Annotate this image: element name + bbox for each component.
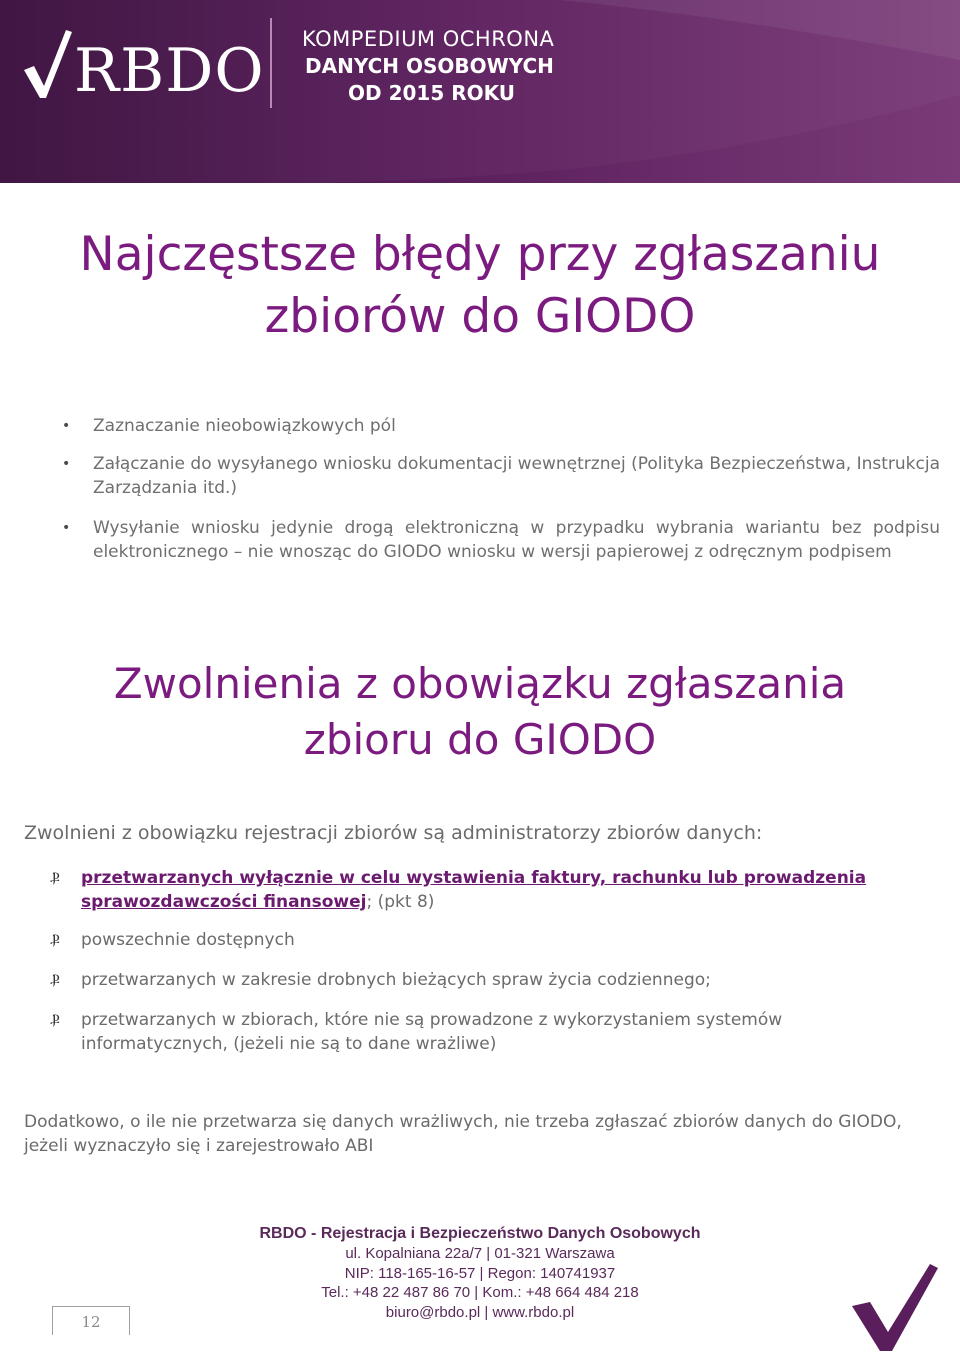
exemptions-intro: Zwolnieni z obowiązku rejestracji zbiorów są administratorzy zbiorów danych: bbox=[24, 822, 763, 844]
list-item-text: przetwarzanych w zbiorach, które nie są prowadzone z wykorzystaniem systemów informatycznych, (jeżeli nie są to dane wrażliwe) bbox=[81, 1010, 783, 1054]
errors-list bbox=[60, 414, 940, 564]
section-title-line-1: Zwolnienia z obowiązku zgłaszania bbox=[113, 659, 847, 708]
list-item bbox=[50, 968, 930, 992]
list-item-text: przetwarzanych w zakresie drobnych bieżących spraw życia codziennego; bbox=[81, 970, 711, 990]
exemption-highlight: przetwarzanych wyłącznie w celu wystawienia faktury, rachunku lub prowadzenia sprawozdawczości finansowej bbox=[81, 868, 867, 912]
header-tagline-line-1: KOMPEDIUM OCHRONA bbox=[302, 27, 555, 51]
exemptions-list bbox=[50, 866, 930, 1056]
checkmark-logo-icon bbox=[22, 28, 74, 100]
section-title-line-2: zbioru do GIODO bbox=[303, 715, 657, 764]
header-divider bbox=[270, 18, 272, 108]
footer-contact-block bbox=[200, 1224, 760, 1322]
footer-address: ul. Kopalniana 22a/7 | 01-321 Warszawa bbox=[345, 1245, 615, 1262]
bullet-icon: Ⳁ bbox=[50, 932, 60, 948]
page-title-line-1: Najczęstsze błędy przy zgłaszaniu bbox=[79, 227, 881, 282]
header-tagline-line-2: DANYCH OSOBOWYCH bbox=[305, 54, 554, 78]
header-tagline-line-3: OD 2015 ROKU bbox=[348, 81, 515, 105]
footer-phones: Tel.: +48 22 487 86 70 | Kom.: +48 664 484 218 bbox=[321, 1284, 639, 1301]
footer-contact: biuro@rbdo.pl | www.rbdo.pl bbox=[385, 1303, 575, 1321]
exemption-note: ; (pkt 8) bbox=[366, 892, 435, 912]
logo-text: RBDO bbox=[74, 36, 265, 106]
list-item bbox=[50, 866, 930, 914]
bullet-icon: Ⳁ bbox=[50, 1012, 60, 1028]
header-banner bbox=[0, 0, 960, 183]
bullet-icon: Ⳁ bbox=[50, 870, 60, 886]
page-title bbox=[0, 224, 960, 348]
checkmark-footer-icon bbox=[850, 1262, 940, 1353]
footer-company-name: RBDO - Rejestracja i Bezpieczeństwo Danych Osobowych bbox=[259, 1225, 701, 1242]
additional-note: Dodatkowo, o ile nie przetwarza się danych wrażliwych, nie trzeba zgłaszać zbiorów danych do GIODO, jeżeli wyznaczyło się i zarejestrowało ABI bbox=[24, 1112, 902, 1156]
bullet-icon: Ⳁ bbox=[50, 972, 60, 988]
list-item bbox=[50, 928, 930, 952]
list-item: • Załączanie do wysyłanego wniosku dokumentacji wewnętrznej (Polityka Bezpieczeństwa, Instrukcja Zarządzania itd.) bbox=[60, 452, 940, 500]
list-item-text: powszechnie dostępnych bbox=[81, 930, 295, 950]
list-item: • Wysyłanie wniosku jedynie drogą elektroniczną w przypadku wybrania wariantu bez podpisu elektronicznego – nie wnosząc do GIODO wniosku w wersji papierowej z odręcznym podpisem bbox=[60, 516, 940, 564]
page-title-line-2: zbiorów do GIODO bbox=[264, 289, 696, 344]
footer-ids: NIP: 118-165-16-57 | Regon: 140741937 bbox=[344, 1264, 616, 1282]
list-item bbox=[50, 1008, 930, 1056]
list-item: • Zaznaczanie nieobowiązkowych pól bbox=[60, 414, 940, 438]
page-number: 12 bbox=[52, 1306, 130, 1335]
section-title bbox=[0, 656, 960, 768]
